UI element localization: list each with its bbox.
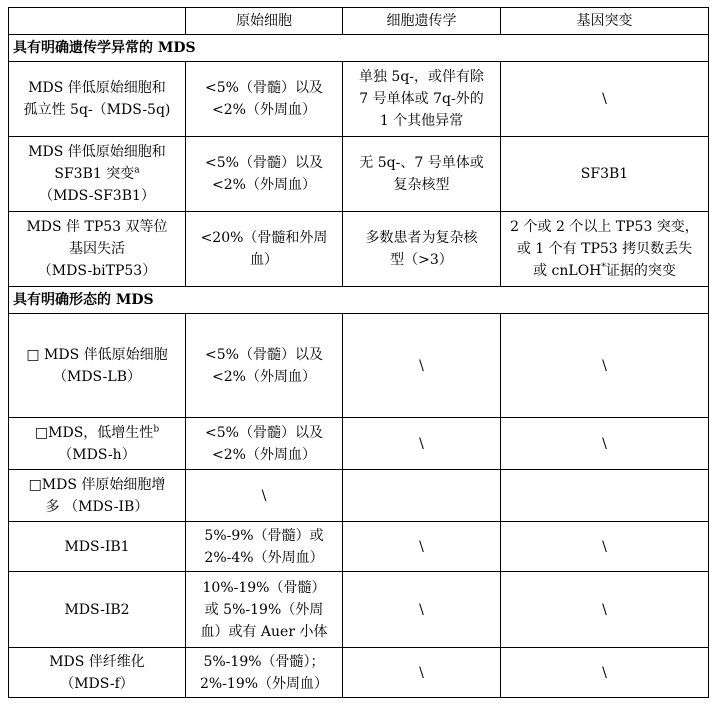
section-title: 具有明确形态的 MDS — [9, 287, 709, 314]
blast-cell: 5%-9%（骨髓）或 2%-4%（外周血） — [186, 522, 343, 572]
table-row — [9, 648, 709, 698]
gene-mutation-cell: 2 个或 2 个以上 TP53 突变， 或 1 个有 TP53 拷贝数丢失 或 cnLOH*证据的突变 — [501, 212, 709, 287]
section-row-genetic — [9, 35, 709, 62]
section-title: 具有明确遗传学异常的 MDS — [9, 35, 709, 62]
row-name-cell: MDS 伴低原始细胞和 孤立性 5q-（MDS-5q) — [9, 62, 186, 137]
cytogenetics-cell: \ — [343, 648, 501, 698]
cytogenetics-cell: 无 5q-、7 号单体或 复杂核型 — [343, 137, 501, 212]
gene-mutation-cell: \ — [501, 572, 709, 648]
gene-mutation-cell: SF3B1 — [501, 137, 709, 212]
gene-mutation-cell — [501, 470, 709, 522]
header-cell-gene-mutation: 基因突变 — [501, 8, 709, 35]
header-cell-empty — [9, 8, 186, 35]
gene-mutation-cell: \ — [501, 522, 709, 572]
section-row-morphology — [9, 287, 709, 314]
row-name-cell: MDS-IB1 — [9, 522, 186, 572]
cytogenetics-cell: 多数患者为复杂核 型（>3） — [343, 212, 501, 287]
row-name-cell: MDS-IB2 — [9, 572, 186, 648]
table-row — [9, 212, 709, 287]
header-row — [9, 8, 709, 35]
footnote-marker: a — [134, 165, 140, 176]
footnote-marker: * — [601, 262, 606, 273]
row-name-cell: □MDS，低增生性$^b$ （MDS-h） — [9, 418, 186, 470]
cytogenetics-cell: \ — [343, 522, 501, 572]
table-row — [9, 572, 709, 648]
table-row — [9, 418, 709, 470]
row-name-cell: MDS 伴 TP53 双等位 基因失活 （MDS-biTP53） — [9, 212, 186, 287]
cytogenetics-cell: \ — [343, 314, 501, 418]
row-name-cell: □MDS 伴原始细胞增 多 （MDS-IB） — [9, 470, 186, 522]
cytogenetics-cell: \ — [343, 572, 501, 648]
table-row — [9, 314, 709, 418]
blast-cell: 5%-19%（骨髓）； 2%-19%（外周血） — [186, 648, 343, 698]
header-cell-blast: 原始细胞 — [186, 8, 343, 35]
row-name-cell: MDS 伴纤维化 （MDS-f） — [9, 648, 186, 698]
blast-cell: <5%（骨髓）以及 <2%（外周血） — [186, 418, 343, 470]
header-cell-cytogenetics: 细胞遗传学 — [343, 8, 501, 35]
table-row — [9, 522, 709, 572]
gene-mutation-cell: \ — [501, 648, 709, 698]
cytogenetics-cell — [343, 470, 501, 522]
blast-cell: 10%-19%（骨髓） 或 5%-19%（外周 血）或有 Auer 小体 — [186, 572, 343, 648]
gene-mutation-cell: \ — [501, 418, 709, 470]
row-name-cell: MDS 伴低原始细胞和 SF3B1 突变$^a$ （MDS-SF3B1） — [9, 137, 186, 212]
blast-cell: <5%（骨髓）以及 <2%（外周血） — [186, 314, 343, 418]
blast-cell: \ — [186, 470, 343, 522]
table-row — [9, 62, 709, 137]
gene-mutation-cell: \ — [501, 62, 709, 137]
gene-mutation-cell: \ — [501, 314, 709, 418]
cytogenetics-cell: \ — [343, 418, 501, 470]
footnote-marker: b — [153, 423, 160, 434]
row-name-cell: □ MDS 伴低原始细胞 （MDS-LB） — [9, 314, 186, 418]
table-row — [9, 470, 709, 522]
table-row — [9, 137, 709, 212]
blast-cell: <20%（骨髓和外周 血） — [186, 212, 343, 287]
mds-classification-table — [8, 7, 709, 698]
cytogenetics-cell: 单独 5q-，或伴有除 7 号单体或 7q-外的 1 个其他异常 — [343, 62, 501, 137]
blast-cell: <5%（骨髓）以及 <2%（外周血） — [186, 62, 343, 137]
blast-cell: <5%（骨髓）以及 <2%（外周血） — [186, 137, 343, 212]
